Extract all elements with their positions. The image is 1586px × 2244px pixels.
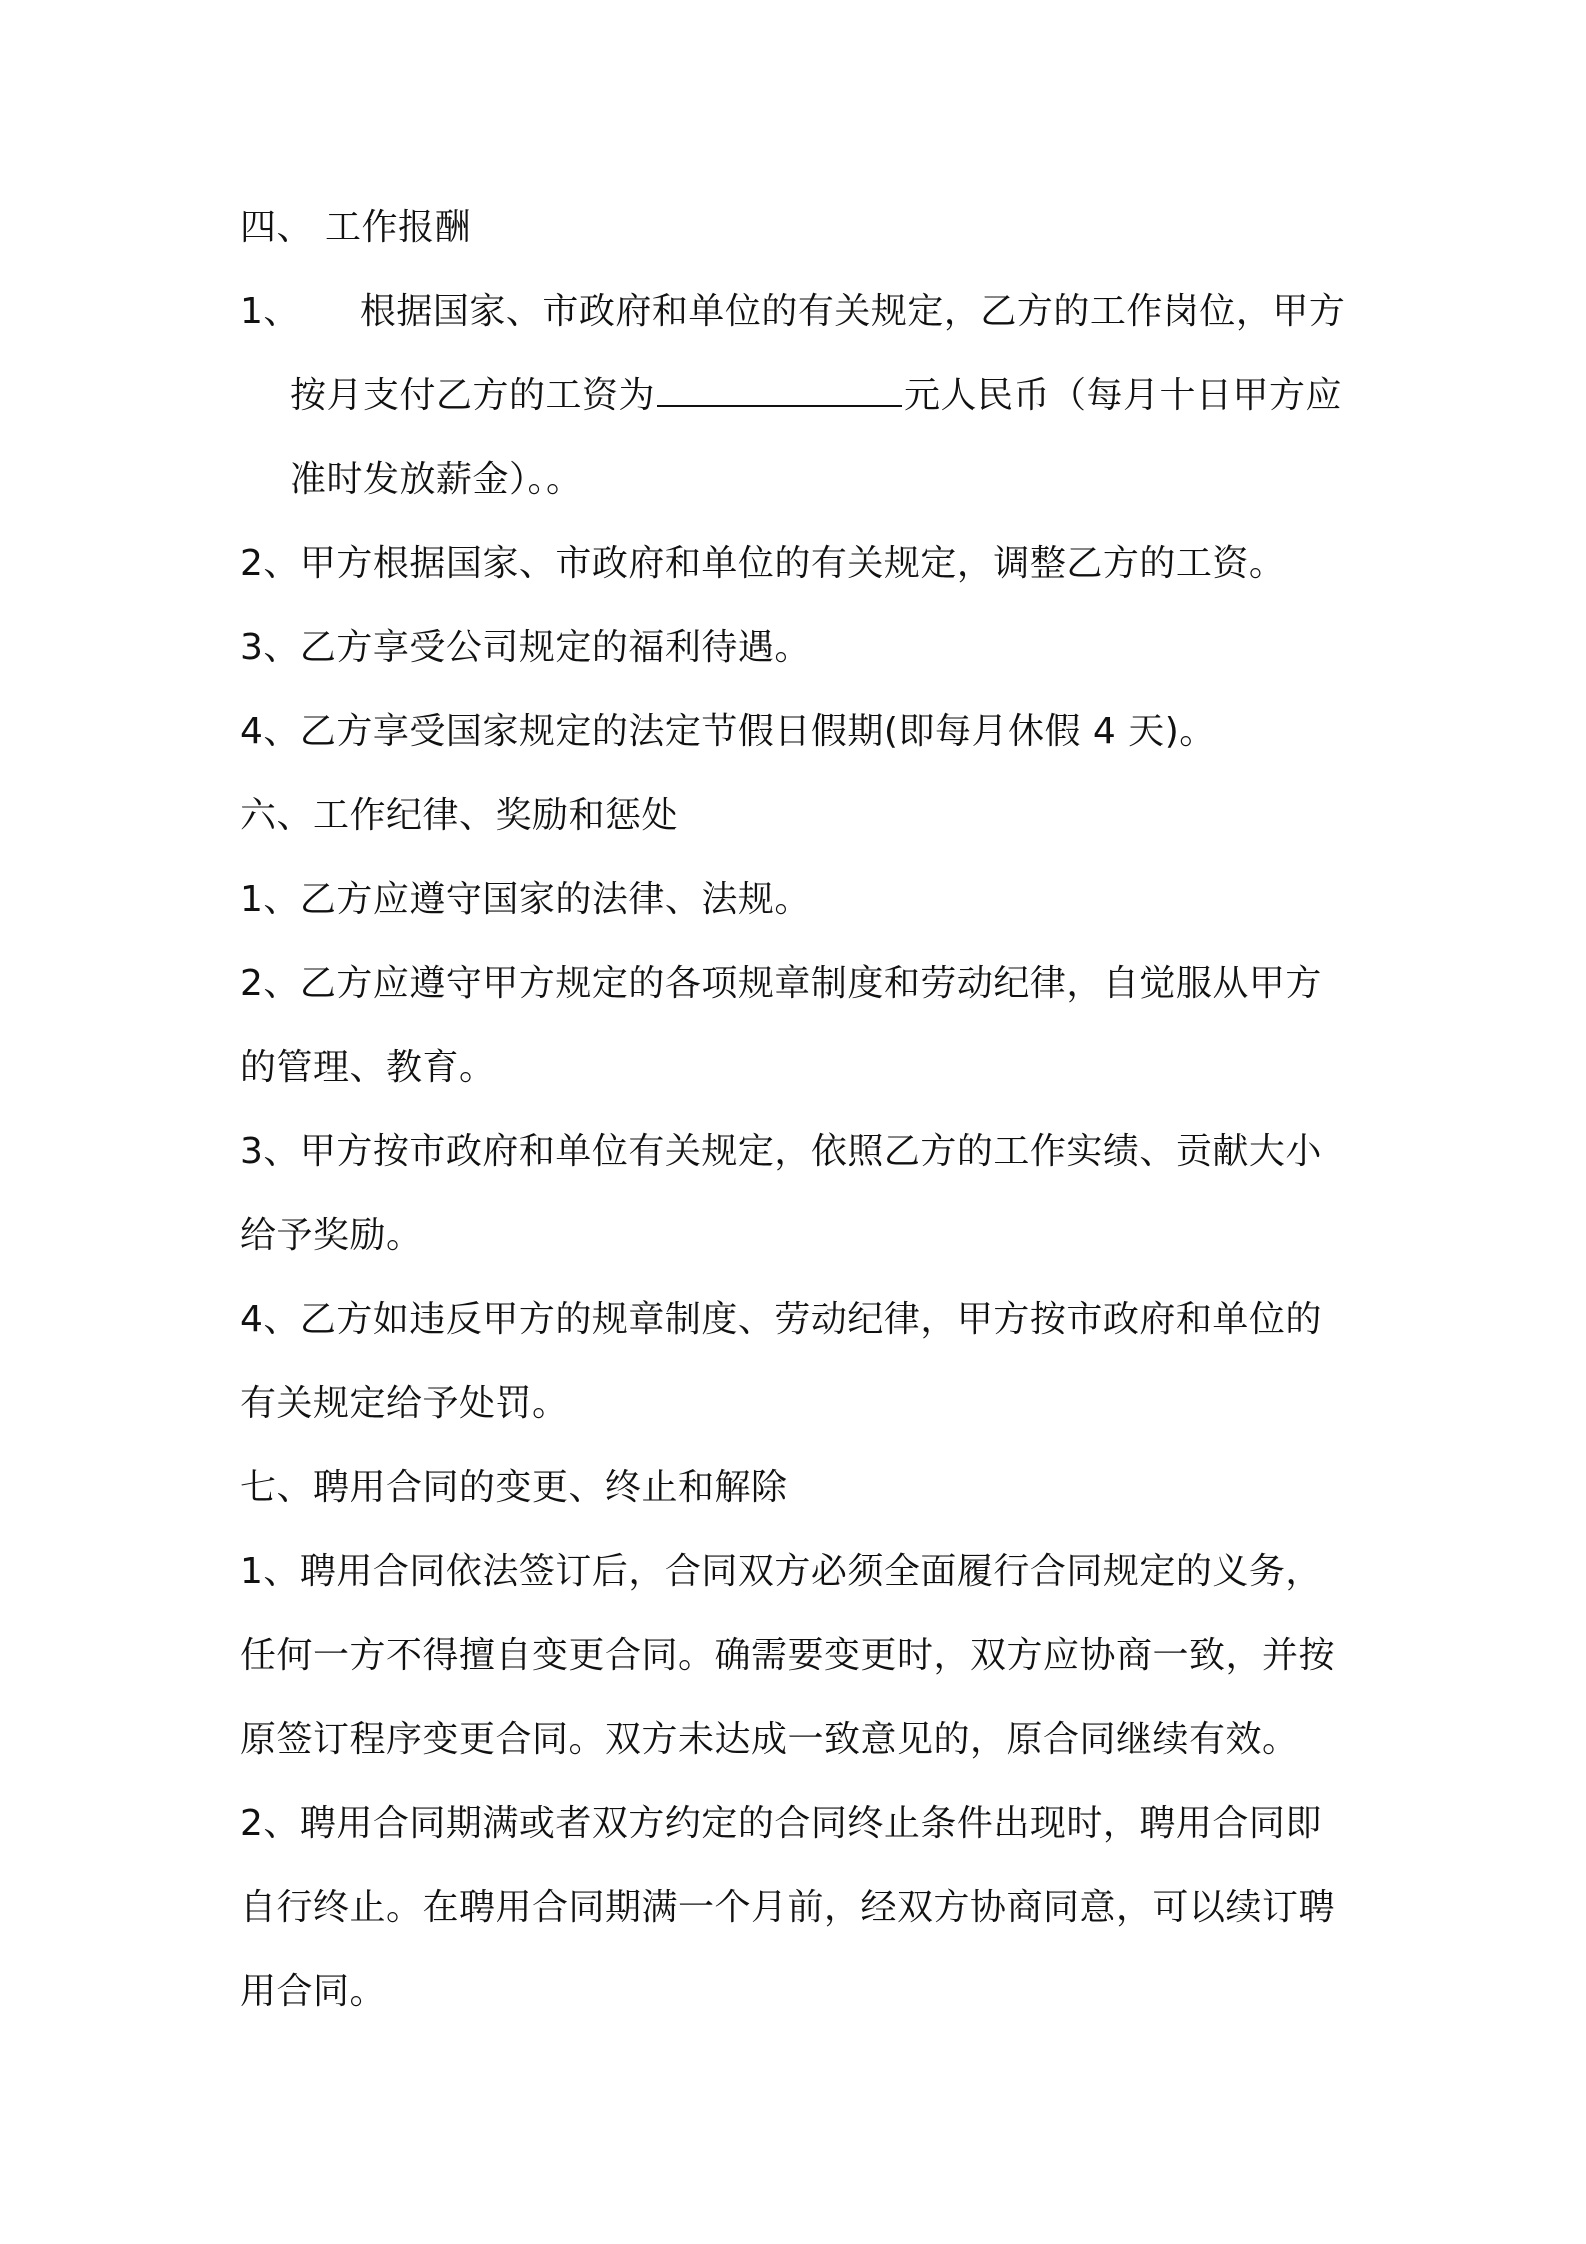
item-number: 1、 [240,291,300,332]
paragraph-line: 1、乙方应遵守国家的法律、法规。 [240,879,811,920]
paragraph-line [290,372,1342,420]
paragraph-line [240,288,1345,336]
paragraph-line: 1、聘用合同依法签订后，合同双方必须全面履行合同规定的义务， [240,1551,1322,1592]
paragraph-line: 用合同。 [240,1971,387,2012]
paragraph-line: 准时发放薪金）。。 [290,459,583,500]
paragraph-line: 2、甲方根据国家、市政府和单位的有关规定，调整乙方的工资。 [240,543,1286,584]
section-heading-7: 七、聘用合同的变更、终止和解除 [240,1467,788,1508]
item-text: 按月支付乙方的工资为 [290,375,656,416]
paragraph-line: 原签订程序变更合同。双方未达成一致意见的，原合同继续有效。 [240,1719,1299,1760]
paragraph-line: 自行终止。在聘用合同期满一个月前，经双方协商同意，可以续订聘 [240,1887,1336,1928]
paragraph-line: 任何一方不得擅自变更合同。确需要变更时，双方应协商一致，并按 [240,1635,1336,1676]
paragraph-line: 3、乙方享受公司规定的福利待遇。 [240,627,811,668]
paragraph-line: 4、乙方如违反甲方的规章制度、劳动纪律，甲方按市政府和单位的 [240,1299,1322,1340]
salary-blank-field [657,373,902,407]
paragraph-line: 的管理、教育。 [240,1047,496,1088]
paragraph-line: 给予奖励。 [240,1215,423,1256]
section-heading-6: 六、工作纪律、奖励和惩处 [240,795,679,836]
section-heading-4: 四、 工作报酬 [240,207,471,248]
paragraph-line: 4、乙方享受国家规定的法定节假日假期(即每月休假 4 天)。 [240,711,1216,752]
item-text: 元人民币（每月十日甲方应 [904,375,1343,416]
paragraph-line: 2、聘用合同期满或者双方约定的合同终止条件出现时，聘用合同即 [240,1803,1322,1844]
paragraph-line: 3、甲方按市政府和单位有关规定，依照乙方的工作实绩、贡献大小 [240,1131,1322,1172]
paragraph-line: 2、乙方应遵守甲方规定的各项规章制度和劳动纪律，自觉服从甲方 [240,963,1322,1004]
paragraph-line: 有关规定给予处罚。 [240,1383,569,1424]
item-text: 根据国家、市政府和单位的有关规定，乙方的工作岗位，甲方 [359,291,1346,332]
